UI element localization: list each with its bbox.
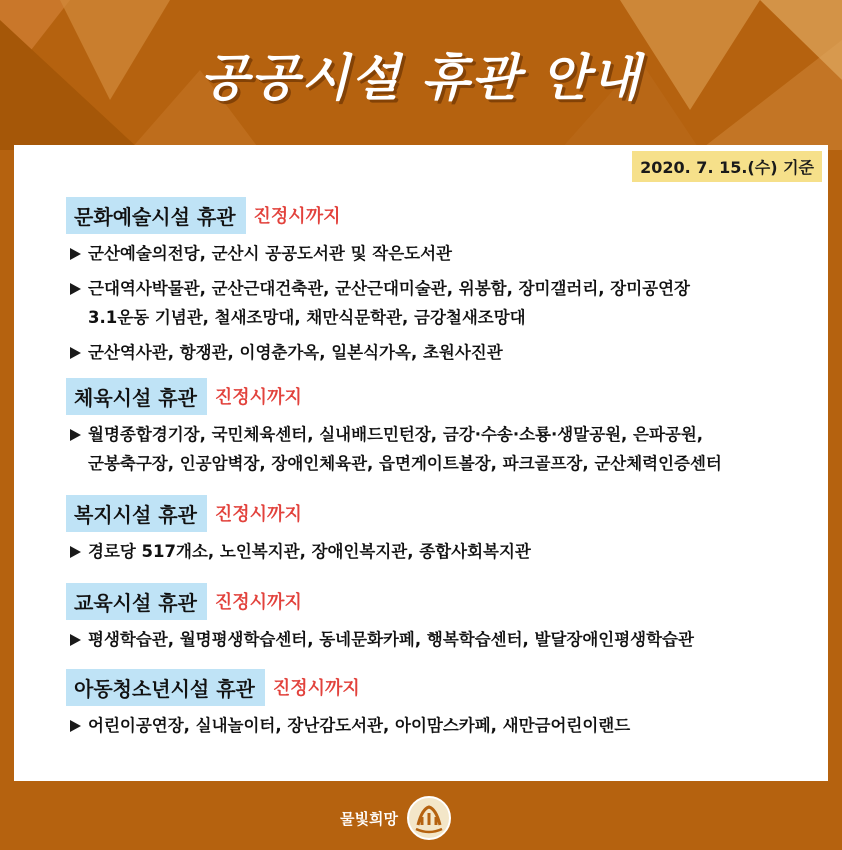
footer-slogan: 물빛희망 bbox=[340, 809, 398, 828]
section-note: 진정시까지 bbox=[253, 206, 341, 227]
section-education bbox=[66, 583, 694, 654]
section-note: 진정시까지 bbox=[214, 387, 302, 408]
section-title: 체육시설 휴관 bbox=[66, 378, 207, 415]
footer-logo bbox=[340, 795, 452, 841]
arrow-right-icon bbox=[70, 546, 81, 558]
arrow-right-icon bbox=[70, 429, 81, 441]
section-sports bbox=[66, 378, 722, 478]
list-item: 어린이공연장, 실내놀이터, 장난감도서관, 아이맘스카페, 새만금어린이랜드 bbox=[66, 711, 630, 740]
list-item: 근대역사박물관, 군산근대건축관, 군산근대미술관, 위봉함, 장미갤러리, 장미공연장 3.1운동 기념관, 철새조망대, 채만식문학관, 금강철새조망대 bbox=[66, 274, 690, 332]
list-item: 군산예술의전당, 군산시 공공도서관 및 작은도서관 bbox=[66, 239, 690, 268]
arrow-right-icon bbox=[70, 248, 81, 260]
section-note: 진정시까지 bbox=[214, 592, 302, 613]
arrow-right-icon bbox=[70, 347, 81, 359]
gunsan-city-logo-icon bbox=[406, 795, 452, 841]
section-note: 진정시까지 bbox=[214, 504, 302, 525]
page-title: 공공시설 휴관 안내 bbox=[200, 49, 642, 107]
section-title: 교육시설 휴관 bbox=[66, 583, 207, 620]
section-title: 아동청소년시설 휴관 bbox=[66, 669, 265, 706]
arrow-right-icon bbox=[70, 720, 81, 732]
section-culture bbox=[66, 197, 690, 367]
list-item: 경로당 517개소, 노인복지관, 장애인복지관, 종합사회복지관 bbox=[66, 537, 531, 566]
list-item: 월명종합경기장, 국민체육센터, 실내배드민턴장, 금강·수송·소룡·생말공원, 은파공원, 군봉축구장, 인공암벽장, 장애인체육관, 읍면게이트볼장, 파크골프장, 군산체력인증센터 bbox=[66, 420, 722, 478]
list-item: 평생학습관, 월명평생학습센터, 동네문화카페, 행복학습센터, 발달장애인평생학습관 bbox=[66, 625, 694, 654]
date-badge: 2020. 7. 15.(수) 기준 bbox=[632, 151, 822, 182]
section-youth bbox=[66, 669, 630, 740]
section-title: 문화예술시설 휴관 bbox=[66, 197, 246, 234]
arrow-right-icon bbox=[70, 283, 81, 295]
notice-card bbox=[14, 145, 828, 781]
section-welfare bbox=[66, 495, 531, 566]
section-title: 복지시설 휴관 bbox=[66, 495, 207, 532]
section-note: 진정시까지 bbox=[272, 678, 360, 699]
list-item: 군산역사관, 항쟁관, 이영춘가옥, 일본식가옥, 초원사진관 bbox=[66, 338, 690, 367]
arrow-right-icon bbox=[70, 634, 81, 646]
